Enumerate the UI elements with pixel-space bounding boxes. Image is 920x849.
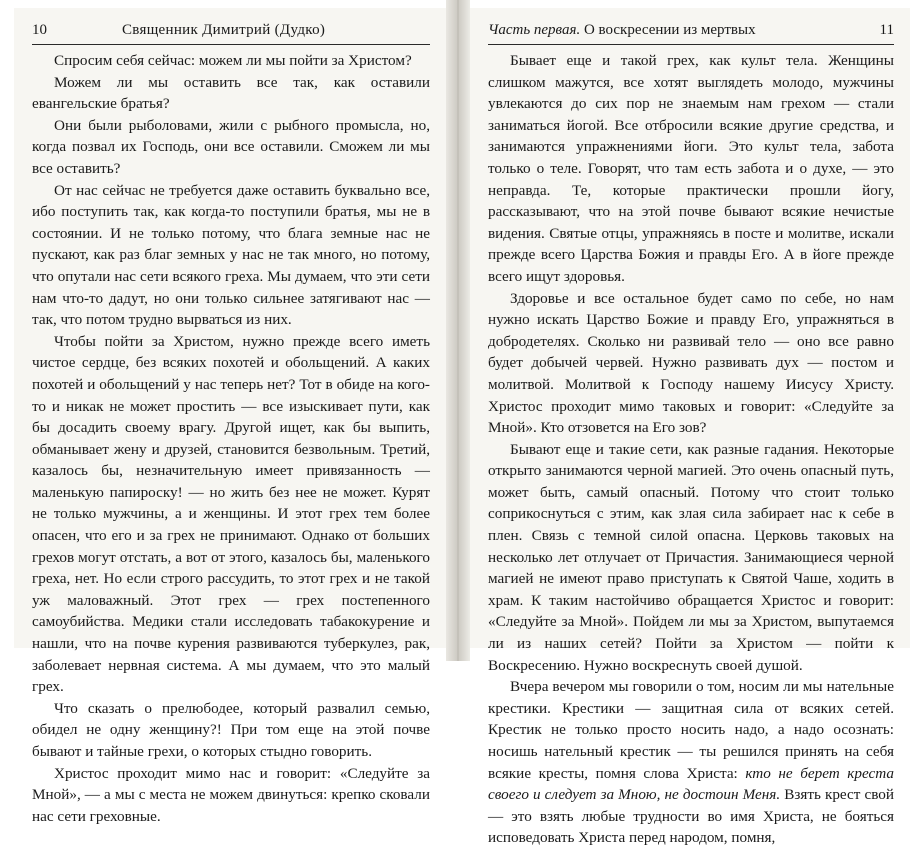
paragraph: Бывают еще и такие сети, как разные гадания. Некоторые открыто занимаются черной магией. Это очень опасный путь, может быть, самый опасный. Потому что стоит только соприкоснуться с этим, как злая сила забирает нас к себе в плен. Связь с темной силой опасна. Церковь таковых на несколько лет отлучает от Причастия. Занимающиеся черной магией не имеют право приступать к Святой Чаше, ходить в храм. К таким настойчиво обращается Христос и говорит: «Следуйте за Мной». Пойдем ли мы за Христом, выпутаемся ли из наших сетей? Пойти за Христом — пойти к Воскресению. Нужно воскреснуть своей душой. (488, 440, 894, 674)
scripture-quote: кто не берет креста своего и следует за Мною, не достоин Меня. (488, 764, 895, 804)
left-header-rule (32, 44, 430, 45)
left-page-header (32, 20, 430, 46)
running-head-part: Часть первая. (488, 22, 581, 38)
left-page-number: 10 (32, 22, 47, 38)
left-page-body (32, 50, 430, 825)
paragraph: Они были рыболовами, жили с рыбного промысла, но, когда позвал их Господь, они все оставили. Сможем ли мы все оставить? (32, 116, 430, 177)
running-head-title: О воскресении из мертвых (583, 22, 756, 38)
left-running-head: Священник Димитрий (Дудко) (122, 22, 326, 38)
paragraph-text: Вчера вечером мы говорили о том, носим ли мы нательные крестики. Крестики — защитная сила от всяких сетей. Крестик не только просто носить надо, а надо осознать: носишь нательный крестик — ты решился принять на себя всякие кресты, помня слова Христа: (488, 678, 894, 782)
paragraph (488, 676, 894, 849)
paragraph: Здоровье и все остальное будет само по себе, но нам нужно искать Царство Божие и правду Его, упражняться в добродетелях. Сколько ни развивай тело — оно все равно будет добычей червей. Нужно развивать дух — постом и молитвой. Молитвой к Господу нашему Иисусу Христу. Христос проходит мимо таковых и говорит: «Следуйте за Мной». Кто отзовется на Его зов? (488, 289, 894, 437)
book-gutter (446, 0, 470, 661)
paragraph: От нас сейчас не требуется даже оставить буквально все, ибо поступить так, как когда-то поступили братья, мы не в состоянии. И не только потому, что блага земные нас не пускают, как раз благ земных у нас не так много, но потому, что опутали нас сети всякого греха. Мы думаем, что эти сети нам что-то дадут, но они только сильнее затягивают нас — так, что потом трудно вырваться из них. (32, 181, 430, 329)
paragraph: Спросим себя сейчас: можем ли мы пойти за Христом? (54, 52, 412, 69)
right-page-header (488, 20, 894, 46)
paragraph-text: Взять крест свой — это взять любые трудности во имя Христа, не бояться исповедовать Христа перед народом, помня, (488, 786, 895, 847)
left-page (14, 8, 446, 825)
paragraph: Бывает еще и такой грех, как культ тела. Женщины слишком мажутся, все хотят выглядеть молодо, мужчины увлекаются до сих пор не знаемым нам грехом — стали заниматься йогой. Все отбросили всякие другие средства, и занимаются упражнениями йоги. Это культ тела, забота только о теле. Говорят, что там есть забота и о духе, — это неправда. Те, которые практически прошли йогу, рассказывают, что на этой почве бывают всякие нечистые видения. Святые отцы, упражняясь в посте и молитве, искали прежде всего Царства Божия и правды Его. А в йоге прежде всего ищут здоровья. (488, 52, 894, 285)
right-page-body (488, 50, 895, 847)
paragraph: Христос проходит мимо нас и говорит: «Следуйте за Мной», — а мы с места не можем двинуться: крепко сковали нас сети греховные. (32, 764, 430, 825)
right-page-number: 11 (879, 22, 894, 38)
paragraph: Что сказать о прелюбодее, который развалил семью, обидел не одну женщину?! При том еще на этой почве бывают и тайные грехи, о которых стыдно говорить. (32, 699, 430, 760)
right-header-rule (488, 44, 894, 45)
paragraph: Чтобы пойти за Христом, нужно прежде всего иметь чистое сердце, без всяких похотей и обольщений. А каких похотей и обольщений у нас теперь нет? Тот в обиде на кого-то и никак не может простить — все изыскивает пути, как бы досадить своему врагу. Другой ищет, как бы выпить, обманывает жену и друзей, становится безвольным. Третий, казалось бы, незначительную имеет привязанность — маленькую папироску! — но жить без нее не может. Курят не только мужчины, а и женщины. И этот грех тем более опасен, что его и за грех не принимают. Однако от больших грехов могут отстать, а вот от этого, казалось бы, маленького греха, нет. Но если строго рассудить, то этот грех и не такой уж маловажный. Этот грех — грех постепенного самоубийства. Медики стали исследовать табакокурение и нашли, что на почве курения развиваются туберкулез, рак, заболевает нервная система. А мы думаем, что это малый грех. (32, 332, 430, 696)
right-running-head (488, 20, 756, 40)
paragraph: Можем ли мы оставить все так, как оставили евангельские братья? (32, 73, 430, 113)
right-page (470, 8, 910, 847)
